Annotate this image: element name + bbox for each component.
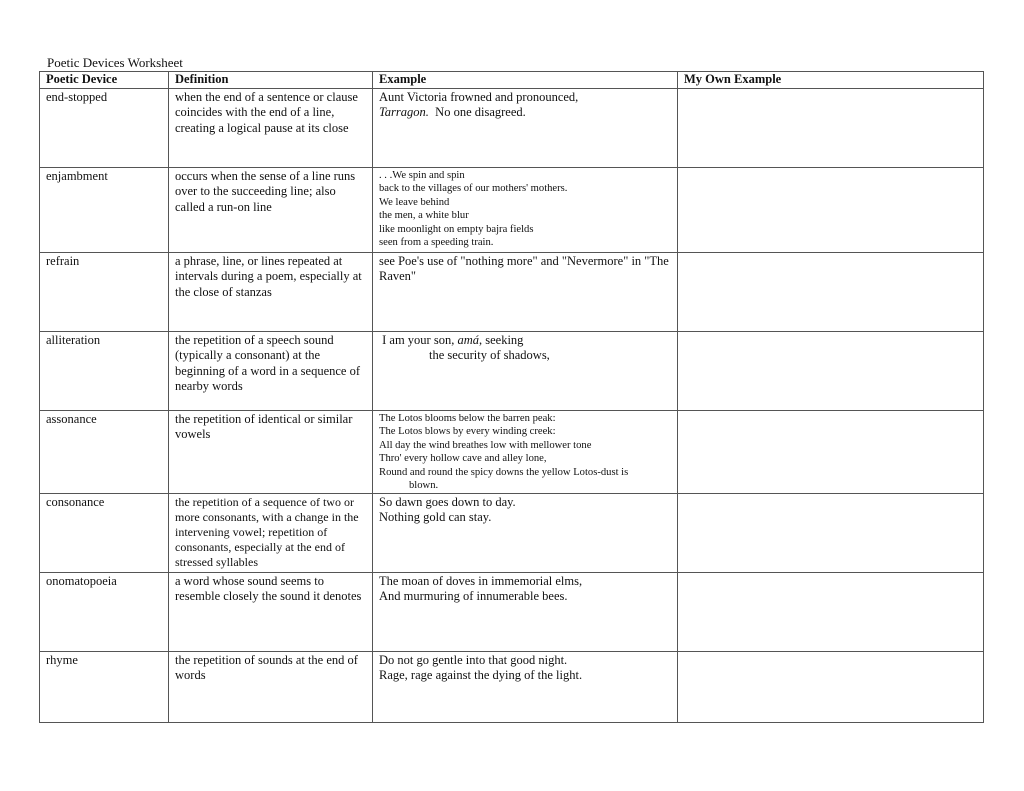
device-name: enjambment — [40, 167, 169, 252]
table-header-row — [40, 72, 984, 89]
device-example — [373, 331, 678, 410]
example-line: the men, a white blur — [379, 210, 469, 221]
example-line: All day the wind breathes low with mellower tone — [379, 439, 592, 451]
example-italic: amá — [457, 332, 479, 347]
example-line: The Lotos blows by every winding creek: — [379, 426, 556, 437]
table-row-alliteration — [40, 331, 984, 410]
header-poetic-device: Poetic Device — [40, 72, 169, 89]
header-definition: Definition — [169, 72, 373, 89]
device-example — [373, 572, 678, 651]
example-line: The Lotos blooms below the barren peak: — [379, 412, 556, 424]
device-name: end-stopped — [40, 88, 169, 167]
example-line: Do not go gentle into that good night. — [379, 652, 568, 667]
own-example-cell[interactable] — [678, 493, 984, 572]
example-text: , seeking — [479, 332, 524, 347]
device-name: consonance — [40, 493, 169, 572]
example-line: So dawn goes down to day. — [379, 494, 516, 509]
device-definition: the repetition of a speech sound (typically a consonant) at the beginning of a word in a sequence of nearby words — [169, 331, 373, 410]
device-example: see Poe's use of "nothing more" and "Nevermore" in "The Raven" — [373, 252, 678, 331]
worksheet-title: Poetic Devices Worksheet — [47, 55, 183, 70]
example-line: blown. — [409, 480, 439, 491]
own-example-cell[interactable] — [678, 651, 984, 722]
example-line: Round and round the spicy downs the yellow Lotos-dust is — [379, 466, 629, 478]
example-line: And murmuring of innumerable bees. — [379, 589, 568, 603]
table-row-enjambment — [40, 167, 984, 252]
device-example — [373, 651, 678, 722]
device-name: refrain — [40, 252, 169, 331]
device-name: alliteration — [40, 331, 169, 410]
example-line — [379, 105, 671, 121]
header-my-own-example: My Own Example — [678, 72, 984, 89]
example-line: the security of shadows, — [429, 348, 550, 362]
device-example — [373, 493, 678, 572]
table-row-refrain — [40, 252, 984, 331]
example-line: Nothing gold can stay. — [379, 510, 492, 524]
device-name: rhyme — [40, 651, 169, 722]
device-definition: a word whose sound seems to resemble closely the sound it denotes — [169, 572, 373, 651]
example-line — [379, 333, 671, 349]
device-name: onomatopoeia — [40, 572, 169, 651]
device-definition: occurs when the sense of a line runs over to the succeeding line; also called a run-on line — [169, 167, 373, 252]
example-text: I am your son, — [379, 332, 458, 347]
table-row-consonance — [40, 493, 984, 572]
device-definition: a phrase, line, or lines repeated at intervals during a poem, especially at the close of stanzas — [169, 252, 373, 331]
example-line: Thro' every hollow cave and alley lone, — [379, 453, 547, 464]
own-example-cell[interactable] — [678, 88, 984, 167]
own-example-cell[interactable] — [678, 410, 984, 493]
example-line: . . .We spin and spin — [379, 169, 465, 181]
poetic-devices-table — [39, 71, 984, 723]
example-italic: Tarragon. — [379, 105, 429, 119]
example-text: No one disagreed. — [428, 105, 526, 119]
device-definition: the repetition of identical or similar vowels — [169, 410, 373, 493]
device-example — [373, 410, 678, 493]
table-row-end-stopped — [40, 88, 984, 167]
example-line: seen from a speeding train. — [379, 237, 494, 248]
table-row-assonance — [40, 410, 984, 493]
example-line: like moonlight on empty bajra fields — [379, 223, 534, 235]
table-row-rhyme — [40, 651, 984, 722]
device-example — [373, 88, 678, 167]
device-example — [373, 167, 678, 252]
device-definition: the repetition of a sequence of two or more consonants, with a change in the intervening vowel; repetition of consonants, especially at the end of stressed syllables — [169, 493, 373, 572]
table-row-onomatopoeia — [40, 572, 984, 651]
example-line: The moan of doves in immemorial elms, — [379, 573, 583, 588]
device-name: assonance — [40, 410, 169, 493]
own-example-cell[interactable] — [678, 572, 984, 651]
example-line: Rage, rage against the dying of the light. — [379, 668, 583, 682]
example-line: back to the villages of our mothers' mothers. — [379, 183, 568, 194]
device-definition: when the end of a sentence or clause coincides with the end of a line, creating a logical pause at its close — [169, 88, 373, 167]
example-line: We leave behind — [379, 196, 450, 208]
own-example-cell[interactable] — [678, 167, 984, 252]
example-line: Aunt Victoria frowned and pronounced, — [379, 89, 579, 104]
device-definition: the repetition of sounds at the end of words — [169, 651, 373, 722]
own-example-cell[interactable] — [678, 331, 984, 410]
header-example: Example — [373, 72, 678, 89]
own-example-cell[interactable] — [678, 252, 984, 331]
